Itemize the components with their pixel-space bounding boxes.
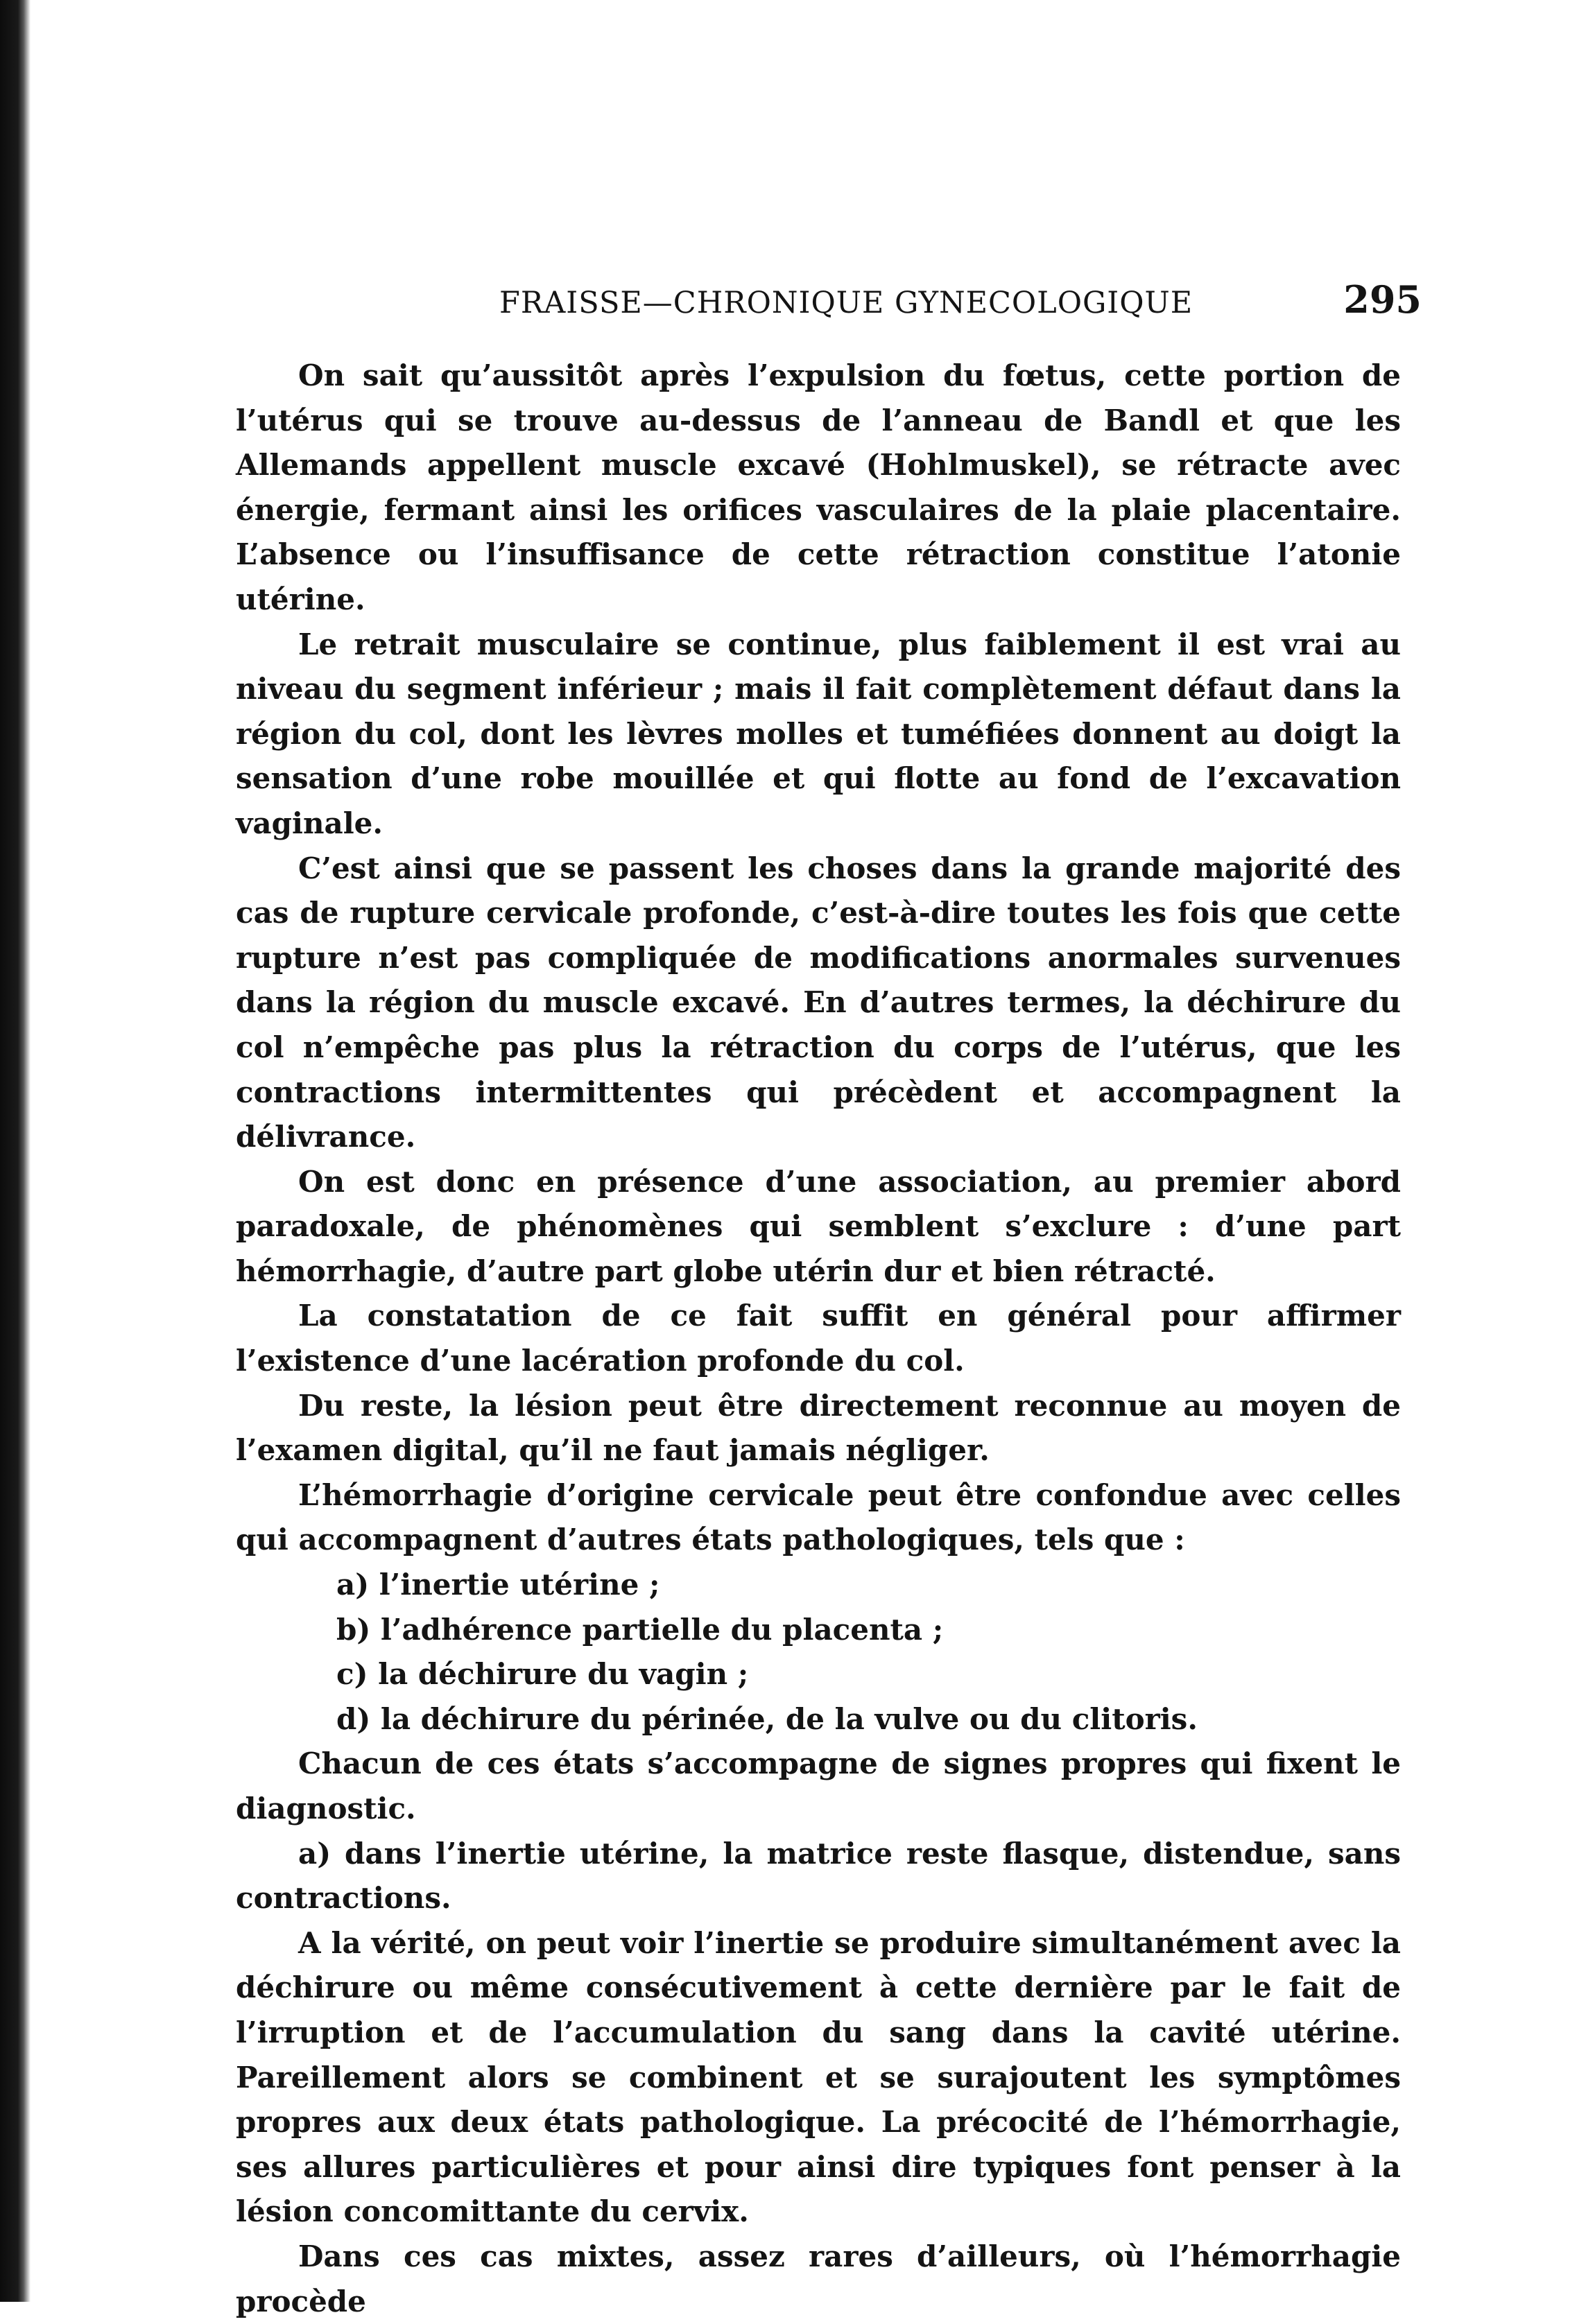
paragraph: On sait qu’aussitôt après l’expulsion du fœtus, cette portion de l’utérus qui se trouve au-dessus de l’anneau de Bandl et que les Allemands appellent muscle excavé (Hohlmuskel), se rétracte avec énergie, fermant ainsi les orifices vasculaires de la plaie placentaire. L’absence ou l’insuffisance de cette rétraction constitue l’atonie utérine. [236,358,1401,616]
paragraph: L’hémorrhagie d’origine cervicale peut être confondue avec celles qui accompagnent d’autres états pathologiques, tels que : [236,1477,1401,1557]
scanned-page-edge [0,0,31,2302]
paragraph: A la vérité, on peut voir l’inertie se produire simultanément avec la déchirure ou même consécutivement à cette dernière par le fait de l’irruption et de l’accumulation du sang dans la cavité utérine. Pareillement alors se combinent et se surajoutent les symptômes propres aux deux états pathologique. La précocité de l’hémorrhagie, ses allures particulières et pour ainsi dire typiques font penser à la lésion concomittante du cervix. [236,1925,1401,2229]
running-head: FRAISSE—CHRONIQUE GYNECOLOGIQUE [499,286,1193,320]
paragraph: a) dans l’inertie utérine, la matrice reste flasque, distendue, sans contractions. [236,1836,1401,1916]
paragraph: Dans ces cas mixtes, assez rares d’ailleurs, où l’hémorrhagie procède [236,2239,1401,2318]
list-item: b) l’adhérence partielle du placenta ; [336,1612,944,1647]
paragraph: C’est ainsi que se passent les choses dans la grande majorité des cas de rupture cervicale profonde, c’est-à-dire toutes les fois que cette rupture n’est pas compliquée de modifications anormales survenues dans la région du muscle excavé. En d’autres termes, la déchirure du col n’empêche pas plus la rétraction du corps de l’utérus, que les contractions intermittentes qui précèdent et accompagnent la délivrance. [236,851,1401,1154]
body-text [236,354,1401,2324]
paragraph: On est donc en présence d’une association, au premier abord paradoxale, de phénomènes qui semblent s’exclure : d’une part hémorrhagie, d’autre part globe utérin dur et bien rétracté. [236,1164,1401,1288]
list-item: a) l’inertie utérine ; [336,1568,660,1602]
list-item: c) la déchirure du vagin ; [336,1657,749,1692]
paragraph: Le retrait musculaire se continue, plus faiblement il est vrai au niveau du segment inférieur ; mais il fait complètement défaut dans la région du col, dont les lèvres molles et tuméfiées donnent au doigt la sensation d’une robe mouillée et qui flotte au fond de l’excavation vaginale. [236,627,1401,840]
paragraph: Chacun de ces états s’accompagne de signes propres qui fixent le diagnostic. [236,1746,1401,1826]
paragraph: La constatation de ce fait suffit en général pour affirmer l’existence d’une lacération profonde du col. [236,1299,1401,1378]
page-header [236,277,1422,326]
page-number: 295 [1343,277,1422,322]
list-item: d) la déchirure du périnée, de la vulve ou du clitoris. [336,1701,1198,1736]
paragraph: Du reste, la lésion peut être directement reconnue au moyen de l’examen digital, qu’il ne faut jamais négliger. [236,1388,1401,1468]
